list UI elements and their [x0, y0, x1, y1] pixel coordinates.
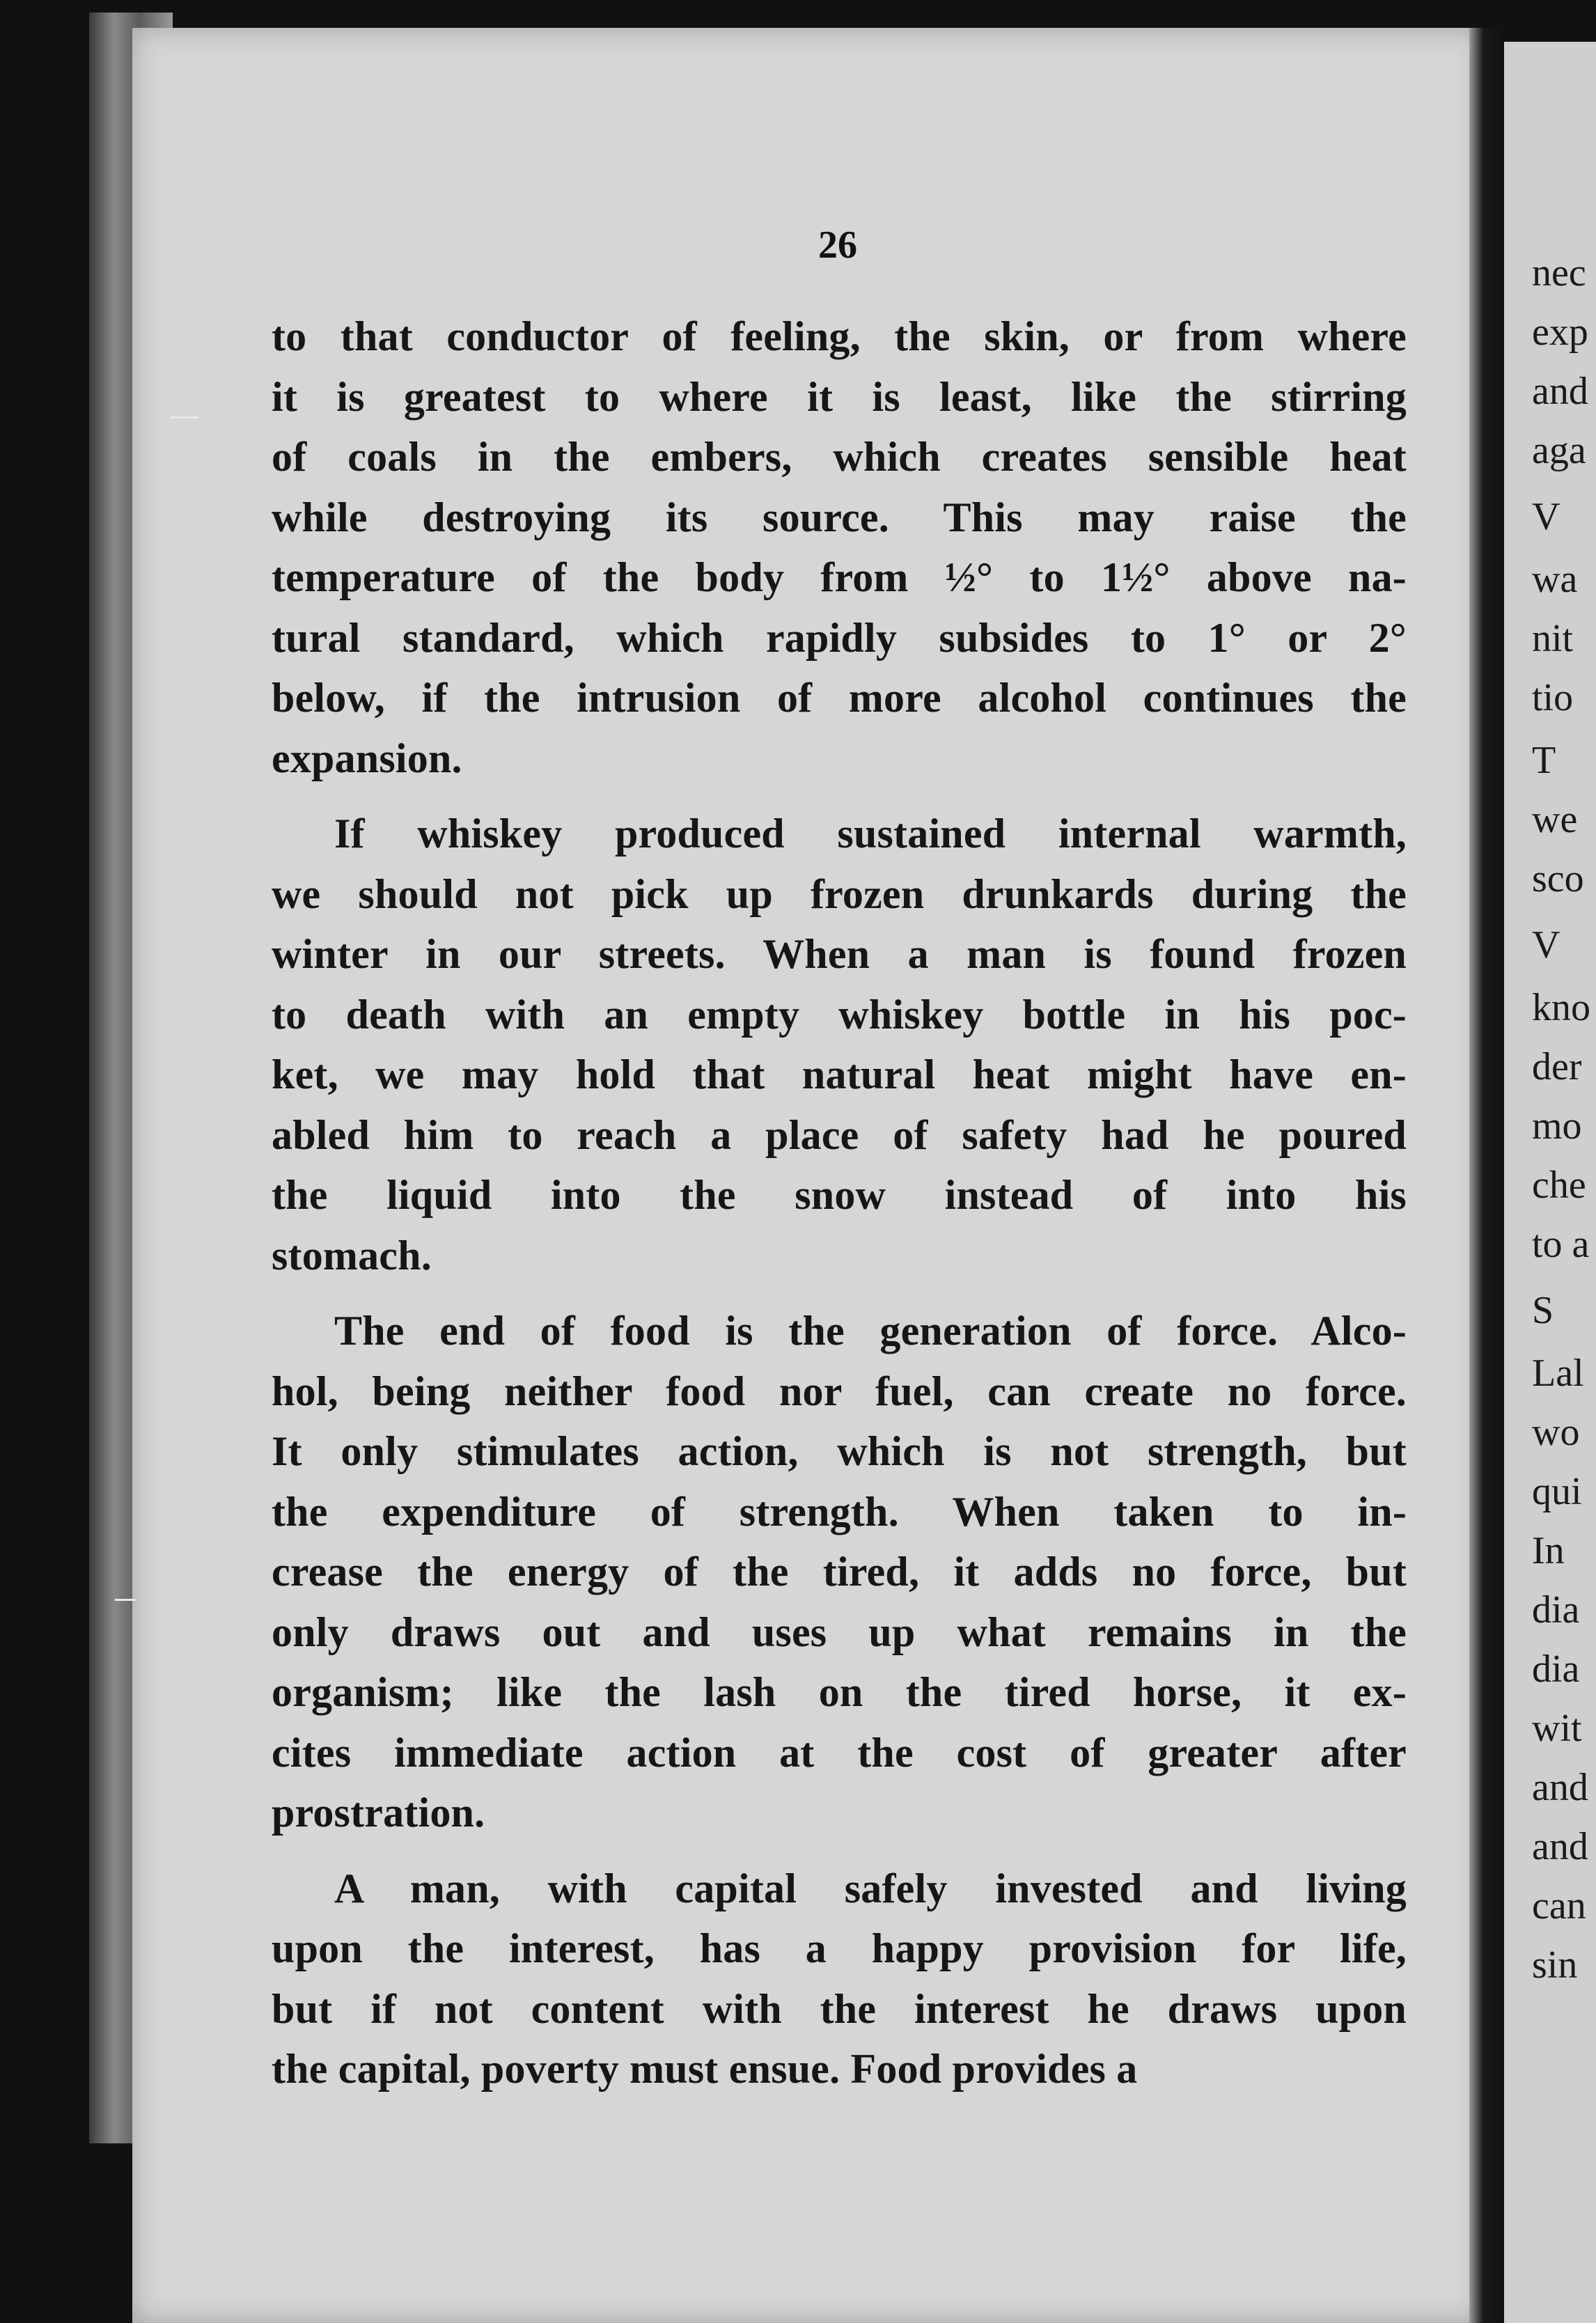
text-line: the liquid into the snow instead of into his	[272, 1172, 1407, 1218]
text-line: It only stimulates action, which is not strength, but	[272, 1428, 1407, 1474]
paragraph	[272, 306, 1407, 788]
text-line: it is greatest to where it is least, like the stirring	[272, 373, 1407, 420]
facing-page-fragment: der	[1532, 1045, 1582, 1088]
facing-page-fragment: T	[1532, 739, 1556, 782]
facing-page-fragment: dia	[1532, 1588, 1580, 1632]
paragraph	[272, 1301, 1407, 1843]
text-line: The end of food is the generation of force. Alco-	[334, 1308, 1407, 1354]
facing-page-fragment: to a	[1532, 1223, 1590, 1266]
facing-page-fragment: and	[1532, 1766, 1588, 1809]
facing-page-fragment: and	[1532, 1825, 1588, 1868]
text-line: If whiskey produced sustained internal warmth,	[334, 811, 1407, 857]
text-line: of coals in the embers, which creates sensible heat	[272, 434, 1407, 480]
page-gutter	[1469, 28, 1504, 2323]
facing-page-fragment: In	[1532, 1529, 1565, 1572]
facing-page-fragment: V	[1532, 495, 1560, 538]
facing-page-fragment: nec	[1532, 251, 1586, 295]
facing-page-fragment: nit	[1532, 617, 1574, 660]
text-line: to death with an empty whiskey bottle in his poc-	[272, 991, 1407, 1038]
text-line: winter in our streets. When a man is found frozen	[272, 931, 1407, 977]
page-number: 26	[818, 224, 857, 267]
text-line: A man, with capital safely invested and living	[334, 1865, 1407, 1911]
text-line: to that conductor of feeling, the skin, or from where	[272, 313, 1407, 359]
text-line: temperature of the body from ½° to 1½° above na-	[272, 554, 1407, 600]
margin-mark	[171, 416, 198, 419]
facing-page-fragment: dia	[1532, 1648, 1580, 1691]
text-line: we should not pick up frozen drunkards during the	[272, 870, 1407, 917]
facing-page-fragment: V	[1532, 923, 1560, 967]
page-body	[272, 306, 1407, 2099]
facing-page-fragment: S	[1532, 1289, 1554, 1332]
text-line: prostration.	[272, 1790, 485, 1836]
text-line: stomach.	[272, 1232, 432, 1278]
text-line: below, if the intrusion of more alcohol continues the	[272, 675, 1407, 721]
text-line: the capital, poverty must ensue. Food provides a	[272, 2046, 1138, 2092]
facing-page-fragment: aga	[1532, 429, 1586, 472]
facing-page-fragment: mo	[1532, 1104, 1582, 1148]
text-line: but if not content with the interest he draws upon	[272, 1985, 1407, 2032]
text-line: the expenditure of strength. When taken to in-	[272, 1488, 1407, 1535]
text-line: organism; like the lash on the tired horse, it ex-	[272, 1669, 1407, 1715]
text-line: abled him to reach a place of safety had he poured	[272, 1111, 1407, 1158]
text-line: cites immediate action at the cost of greater after	[272, 1729, 1407, 1776]
facing-page-fragment: wo	[1532, 1411, 1580, 1454]
margin-mark	[115, 1599, 136, 1601]
facing-page-fragment: wa	[1532, 558, 1578, 601]
facing-page-fragment: sco	[1532, 857, 1584, 900]
paragraph	[272, 804, 1407, 1285]
paragraph	[272, 1859, 1407, 2099]
facing-page-fragment: che	[1532, 1164, 1586, 1207]
facing-page-fragment: can	[1532, 1884, 1586, 1927]
text-line: upon the interest, has a happy provision for life,	[272, 1925, 1407, 1971]
text-line: while destroying its source. This may raise the	[272, 494, 1407, 540]
text-line: tural standard, which rapidly subsides to 1° or 2°	[272, 614, 1407, 661]
text-line: ket, we may hold that natural heat might have en-	[272, 1051, 1407, 1097]
text-line: only draws out and uses up what remains in the	[272, 1609, 1407, 1655]
facing-page-fragment: and	[1532, 370, 1588, 413]
facing-page-fragment: we	[1532, 798, 1578, 841]
text-line: hol, being neither food nor fuel, can create no force.	[272, 1368, 1407, 1414]
text-line: crease the energy of the tired, it adds no force, but	[272, 1549, 1407, 1595]
facing-page-fragment: Lal	[1532, 1352, 1584, 1395]
facing-page	[1504, 42, 1596, 2323]
text-line: expansion.	[272, 735, 462, 781]
facing-page-fragment: exp	[1532, 311, 1588, 354]
facing-page-fragment: wit	[1532, 1707, 1582, 1750]
facing-page-fragment: qui	[1532, 1470, 1582, 1513]
facing-page-fragment: kno	[1532, 986, 1590, 1029]
facing-page-fragment: tio	[1532, 676, 1574, 719]
facing-page-fragment: sin	[1532, 1943, 1578, 1987]
